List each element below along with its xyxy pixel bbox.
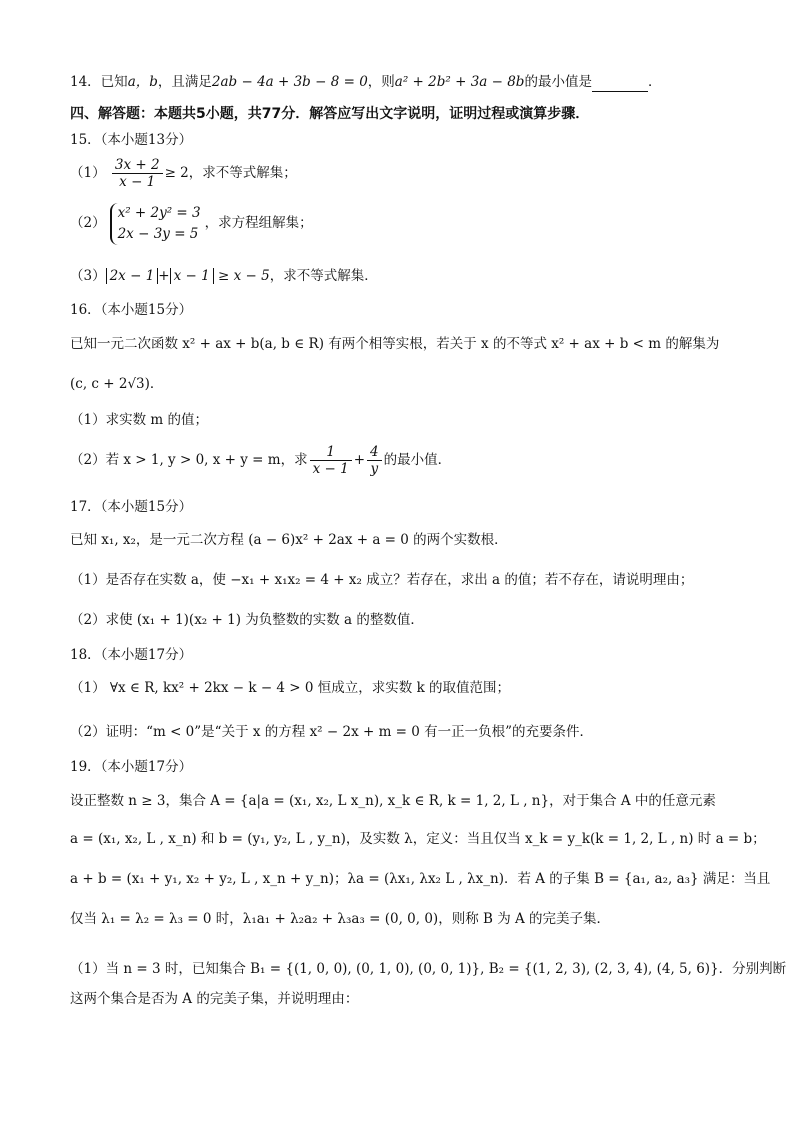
q19-line4: 仅当 λ₁ = λ₂ = λ₃ = 0 时，λ₁a₁ + λ₂a₂ + λ₃a₃ = (0, 0, 0)，则称 B 为 A 的完美子集． <box>70 911 611 927</box>
q16-f2-den: y <box>370 461 379 477</box>
q15-p1-num: 3x + 2 <box>112 157 163 174</box>
q14-text-mid: ，则 <box>367 74 395 90</box>
q16-part1: （1）求实数 m 的值； <box>70 412 208 428</box>
q15-equation-system <box>110 203 201 245</box>
q19-line5: （1）当 n = 3 时，已知集合 B₁ = {(1, 0, 0), (0, 1, 0), (0, 0, 1)}, B₂ = {(1, 2, 3), (2, 3, 4), (4, 5, 6)}．分别判断 <box>70 961 787 977</box>
q15-p2-label: （2） <box>70 215 106 231</box>
q15-p3-label: （3） <box>70 268 106 284</box>
q16-f1-num: 1 <box>310 444 352 461</box>
q15-p2-text: ，求方程组解集； <box>204 215 313 231</box>
q15-eq1: x² + 2y² = 3 <box>117 204 201 221</box>
q14-end: ． <box>647 74 662 90</box>
answer-blank <box>592 77 648 92</box>
q18-part2: （2）证明：“m < 0”是“关于 x 的方程 x² − 2x + m = 0 有一正一负根”的充要条件． <box>70 724 594 740</box>
q15-part1 <box>70 153 754 193</box>
q16-part2 <box>70 440 754 480</box>
q19-line3: a + b = (x₁ + y₁, x₂ + y₂, L , x_n + y_n)；λa = (λx₁, λx₂ L , λx_n)．若 A 的子集 B = {a₁, a₂, a₃} 满足：当且 <box>70 871 771 887</box>
q19-line6: 这两个集合是否为 A 的完美子集，并说明理由： <box>70 991 359 1007</box>
q15-p1-fraction <box>112 157 163 190</box>
q17-header: 17．（本小题15分） <box>70 499 193 515</box>
q15-plus: + <box>158 268 170 284</box>
q18-part1: （1） ∀x ∈ R, kx² + 2kx − k − 4 > 0 恒成立，求实数 k 的取值范围； <box>70 680 511 696</box>
q14-condition: 2ab − 4a + 3b − 8 = 0 <box>211 74 368 90</box>
q14-number: 14．已知 <box>70 74 128 90</box>
q19-header: 19．（本小题17分） <box>70 759 193 775</box>
q15-eq2: 2x − 3y = 5 <box>117 225 199 242</box>
q15-p1-den: x − 1 <box>119 174 156 190</box>
q15-p1-ineq: ≥ 2 <box>164 165 189 181</box>
q15-header: 15．（本小题13分） <box>70 132 193 148</box>
q15-part2 <box>70 200 754 246</box>
q16-f1-den: x − 1 <box>312 461 349 477</box>
q14-vars: a，b <box>127 74 158 90</box>
q15-abs1: 2x − 1 <box>106 268 159 284</box>
q16-p2-post: 的最小值． <box>383 452 452 468</box>
q15-p3-rest: ≥ x − 5 <box>218 268 270 284</box>
q16-fraction1 <box>310 444 352 477</box>
q15-p1-label: （1） <box>70 165 106 181</box>
q15-abs2: x − 1 <box>170 268 214 284</box>
q15-p1-text: ，求不等式解集； <box>188 165 297 181</box>
q16-plus: + <box>353 452 366 468</box>
q16-f2-num: 4 <box>367 444 382 461</box>
q17-part2: （2）求使 (x₁ + 1)(x₂ + 1) 为负整数的实数 a 的整数值． <box>70 612 424 628</box>
q16-stem1: 已知一元二次函数 x² + ax + b(a, b ∈ R) 有两个相等实根，若关于 x 的不等式 x² + ax + b < m 的解集为 <box>70 336 720 352</box>
q18-header: 18．（本小题17分） <box>70 647 193 663</box>
q16-header: 16．（本小题15分） <box>70 302 193 318</box>
q16-stem2: (c, c + 2√3)． <box>70 376 164 392</box>
section-title: 四、解答题：本题共5小题，共77分．解答应写出文字说明，证明过程或演算步骤． <box>70 106 590 122</box>
q14-line <box>70 72 754 92</box>
q17-stem: 已知 x₁, x₂，是一元二次方程 (a − 6)x² + 2ax + a = 0 的两个实数根． <box>70 532 508 548</box>
q17-part1: （1）是否存在实数 a，使 −x₁ + x₁x₂ = 4 + x₂ 成立？若存在，求出 a 的值；若不存在，请说明理由； <box>70 572 694 588</box>
q15-p3-text: ，求不等式解集． <box>269 268 378 284</box>
q16-fraction2 <box>367 444 382 477</box>
q16-p2-text: （2）若 x > 1, y > 0, x + y = m，求 <box>70 452 308 468</box>
q15-part3 <box>70 266 754 286</box>
q14-expression: a² + 2b² + 3a − 8b <box>394 74 525 90</box>
q14-suffix: 的最小值是 <box>524 74 592 90</box>
q19-line2: a = (x₁, x₂, L , x_n) 和 b = (y₁, y₂, L , y_n)，及实数 λ，定义：当且仅当 x_k = y_k(k = 1, 2, L , n) 时 a = b； <box>70 831 766 847</box>
q19-line1: 设正整数 n ≥ 3，集合 A = {a|a = (x₁, x₂, L x_n), x_k ∈ R, k = 1, 2, L , n}，对于集合 A 中的任意元素 <box>70 793 716 809</box>
q14-text: ，且满足 <box>157 74 212 90</box>
